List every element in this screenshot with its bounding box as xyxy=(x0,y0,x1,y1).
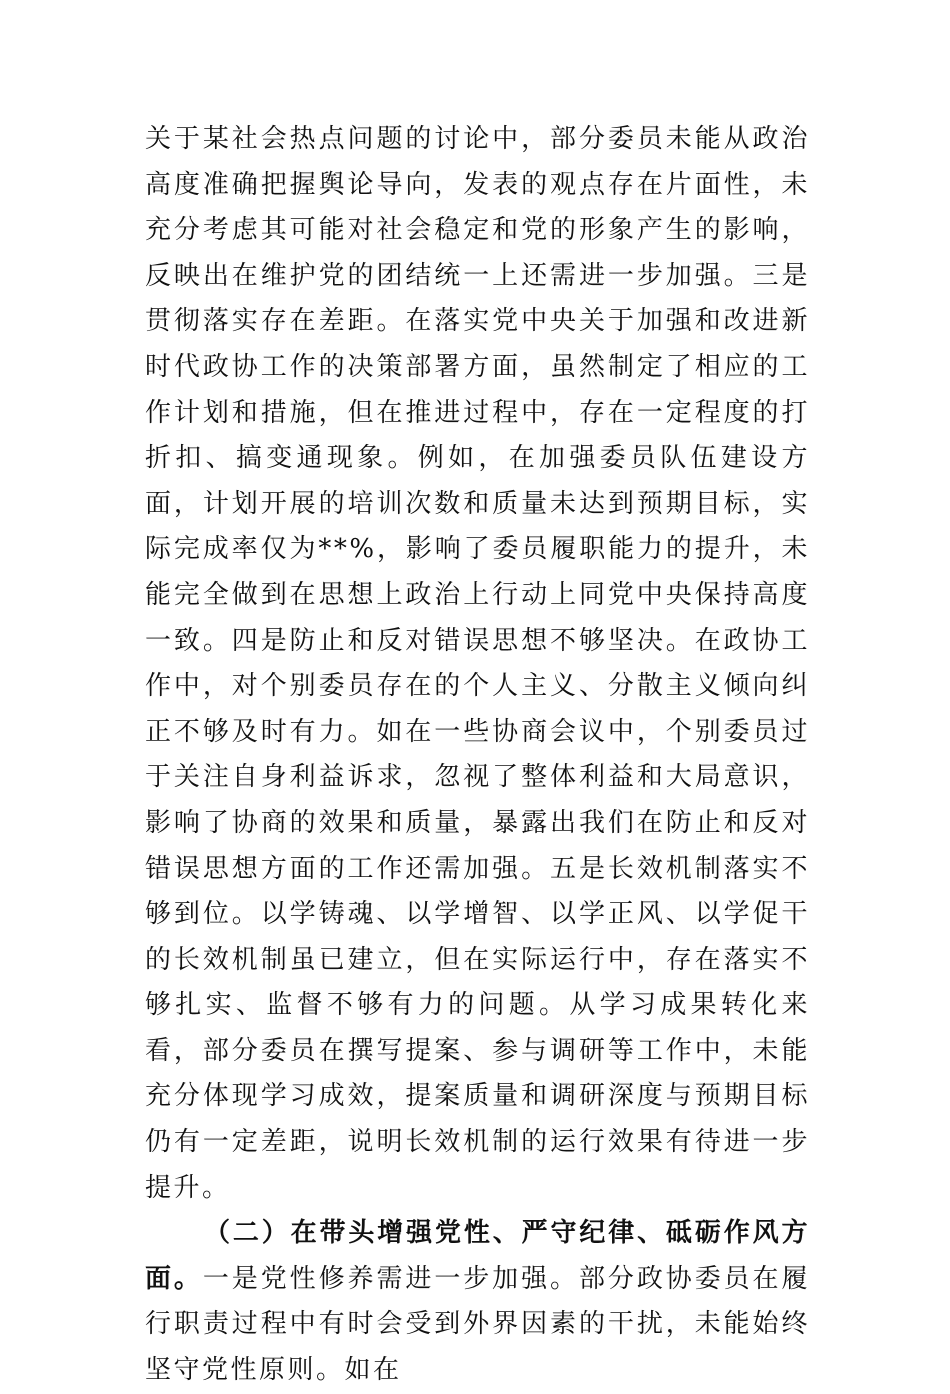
paragraph-continuation: 关于某社会热点问题的讨论中，部分委员未能从政治高度准确把握舆论导向，发表的观点存在片面性，未充分考虑其可能对社会稳定和党的形象产生的影响，反映出在维护党的团结统一上还需进一步加强。三是贯彻落实存在差距。在落实党中央关于加强和改进新时代政协工作的决策部署方面，虽然制定了相应的工作计划和措施，但在推进过程中，存在一定程度的打折扣、搞变通现象。例如，在加强委员队伍建设方面，计划开展的培训次数和质量未达到预期目标，实际完成率仅为**%，影响了委员履职能力的提升，未能完全做到在思想上政治上行动上同党中央保持高度一致。四是防止和反对错误思想不够坚决。在政协工作中，对个别委员存在的个人主义、分散主义倾向纠正不够及时有力。如在一些协商会议中，个别委员过于关注自身利益诉求，忽视了整体利益和大局意识，影响了协商的效果和质量，暴露出我们在防止和反对错误思想方面的工作还需加强。五是长效机制落实不够到位。以学铸魂、以学增智、以学正风、以学促干的长效机制虽已建立，但在实际运行中，存在落实不够扎实、监督不够有力的问题。从学习成果转化来看，部分委员在撰写提案、参与调研等工作中，未能充分体现学习成效，提案质量和调研深度与预期目标仍有一定差距，说明长效机制的运行效果有待进一步提升。 xyxy=(145,124,810,1203)
section-body-text: 一是党性修养需进一步加强。部分政协委员在履行职责过程中有时会受到外界因素的干扰，未能始终坚守党性原则。如在 xyxy=(145,1263,810,1386)
section-heading: （二）在带头增强党性、严守纪律、砥砺作风方面。 xyxy=(145,1218,810,1294)
document-body xyxy=(145,117,810,1394)
paragraph-section-two xyxy=(145,1211,810,1393)
